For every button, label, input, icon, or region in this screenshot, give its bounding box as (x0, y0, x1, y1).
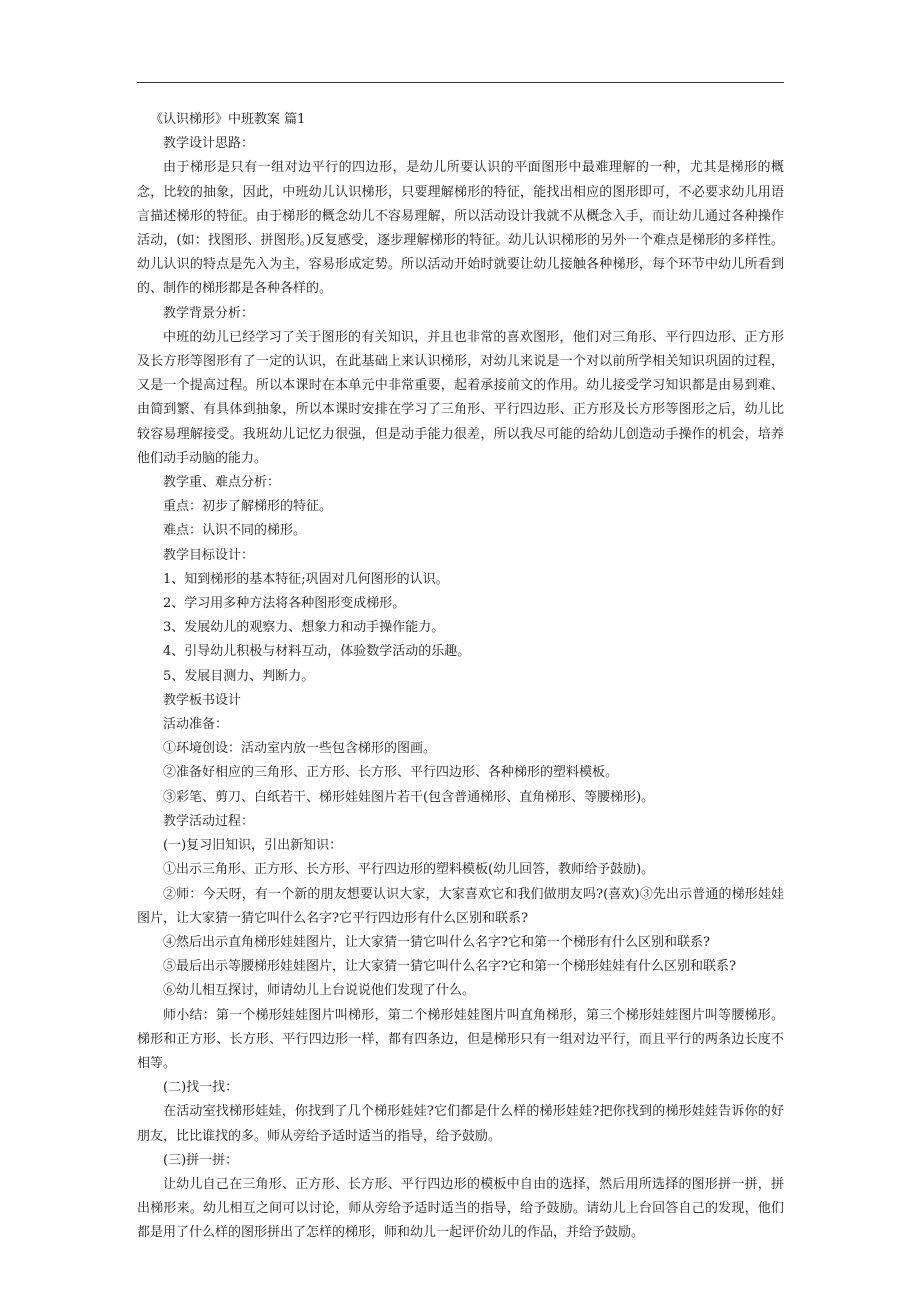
paragraph: 教学设计思路： (163, 136, 255, 152)
document-title: 《认识梯形》中班教案 篇1 (150, 112, 306, 127)
paragraph: ④然后出示直角梯形娃娃图片，让大家猜一猜它叫什么名字?它和第一个梯形有什么区别和联系? (163, 934, 710, 950)
paragraph: 4、引导幼儿积极与材料互动，体验数学活动的乐趣。 (163, 644, 471, 660)
paragraph: 中班的幼儿已经学习了关于图形的有关知识，并且也非常的喜欢图形，他们对三角形、平行四边形、正方形及长方形等图形有了一定的认识，在此基础上来认识梯形，对幼儿来说是一个对以前所学相关知识巩固的过程，又是一个提高过程。所以本课时在本单元中非常重要，起着承接前文的作用。幼儿接受学习知识都是由易到难、由简到繁、有具体到抽象，所以本课时安排在学习了三角形、平行四边形、正方形及长方形等图形之后，幼儿比较容易理解接受。我班幼儿记忆力很强，但是动手能力很差，所以我尽可能的给幼儿创造动手操作的机会，培养他们动手动脑的能力。 (137, 329, 784, 466)
paragraph: 教学背景分析： (163, 305, 255, 321)
paragraph: ②师：今天呀，有一个新的朋友想要认识大家，大家喜欢它和我们做朋友吗?(喜欢)③先出示普通的梯形娃娃图片，让大家猜一猜它叫什么名字?它平行四边形有什么区别和联系? (137, 886, 784, 926)
paragraph: ②准备好相应的三角形、正方形、长方形、平行四边形、各种梯形的塑料模板。 (163, 765, 619, 781)
paragraph: 2、学习用多种方法将各种图形变成梯形。 (163, 596, 406, 612)
paragraph: 1、知到梯形的基本特征;巩固对几何图形的认识。 (163, 571, 449, 587)
paragraph: 5、发展目测力、判断力。 (163, 668, 315, 684)
paragraph: ③彩笔、剪刀、白纸若干、梯形娃娃图片若干(包含普通梯形、直角梯形、等腰梯形)。 (163, 789, 655, 805)
paragraph: ①环境创设：活动室内放一些包含梯形的图画。 (163, 741, 437, 757)
paragraph: 教学活动过程： (163, 813, 255, 829)
paragraph: (一)复习旧知识，引出新知识： (163, 838, 343, 854)
paragraph: 重点：初步了解梯形的特征。 (163, 499, 333, 515)
paragraph: 活动准备： (163, 717, 229, 733)
paragraph: ⑤最后出示等腰梯形娃娃图片，让大家猜一猜它叫什么名字?它和第一个梯形娃娃有什么区别和联系? (163, 959, 736, 975)
paragraph: 教学目标设计： (163, 547, 255, 563)
paragraph: ①出示三角形、正方形、长方形、平行四边形的塑料模板(幼儿回答，教师给予鼓励)。 (163, 862, 655, 878)
paragraph: (三)拼一拼： (163, 1152, 239, 1168)
paragraph: 3、发展幼儿的观察力、想象力和动手操作能力。 (163, 620, 445, 636)
paragraph: 师小结：第一个梯形娃娃图片叫梯形，第二个梯形娃娃图片叫直角梯形，第三个梯形娃娃图片叫等腰梯形。梯形和正方形、长方形、平行四边形一样，都有四条边，但是梯形只有一组对边平行，而且平行的两条边长度不相等。 (137, 1007, 784, 1071)
paragraph: 在活动室找梯形娃娃，你找到了几个梯形娃娃?它们都是什么样的梯形娃娃?把你找到的梯形娃娃告诉你的好朋友，比比谁找的多。师从旁给予适时适当的指导，给予鼓励。 (137, 1104, 784, 1144)
document-body (137, 108, 784, 1246)
paragraph-list (137, 132, 784, 1245)
header-rule (137, 82, 784, 83)
paragraph: ⑥幼儿相互探讨，师请幼儿上台说说他们发现了什么。 (163, 983, 476, 999)
paragraph: 让幼儿自己在三角形、正方形、长方形、平行四边形的模板中自由的选择，然后用所选择的图形拼一拼，拼出梯形来。幼儿相互之间可以讨论，师从旁给予适时适当的指导，给予鼓励。请幼儿上台回答自己的发现，他们都是用了什么样的图形拼出了怎样的梯形，师和幼儿一起评价幼儿的作品，并给予鼓励。 (137, 1176, 784, 1241)
paragraph: 由于梯形是只有一组对边平行的四边形，是幼儿所要认识的平面图形中最难理解的一种，尤其是梯形的概念，比较的抽象，因此，中班幼儿认识梯形，只要理解梯形的特征，能找出相应的图形即可，不必要求幼儿用语言描述梯形的特征。由于梯形的概念幼儿不容易理解，所以活动设计我就不从概念入手，而让幼儿通过各种操作活动，(如：找图形、拼图形。)反复感受，逐步理解梯形的特征。幼儿认识梯形的另外一个难点是梯形的多样性。幼儿认识的特点是先入为主，容易形成定势。所以活动开始时就要让幼儿接触各种梯形，每个环节中幼儿所看到的、制作的梯形都是各种各样的。 (137, 160, 784, 297)
paragraph: 教学重、难点分析： (163, 475, 281, 491)
paragraph: 难点：认识不同的梯形。 (163, 523, 307, 539)
paragraph: (二)找一找： (163, 1080, 239, 1096)
paragraph: 教学板书设计 (163, 692, 242, 708)
